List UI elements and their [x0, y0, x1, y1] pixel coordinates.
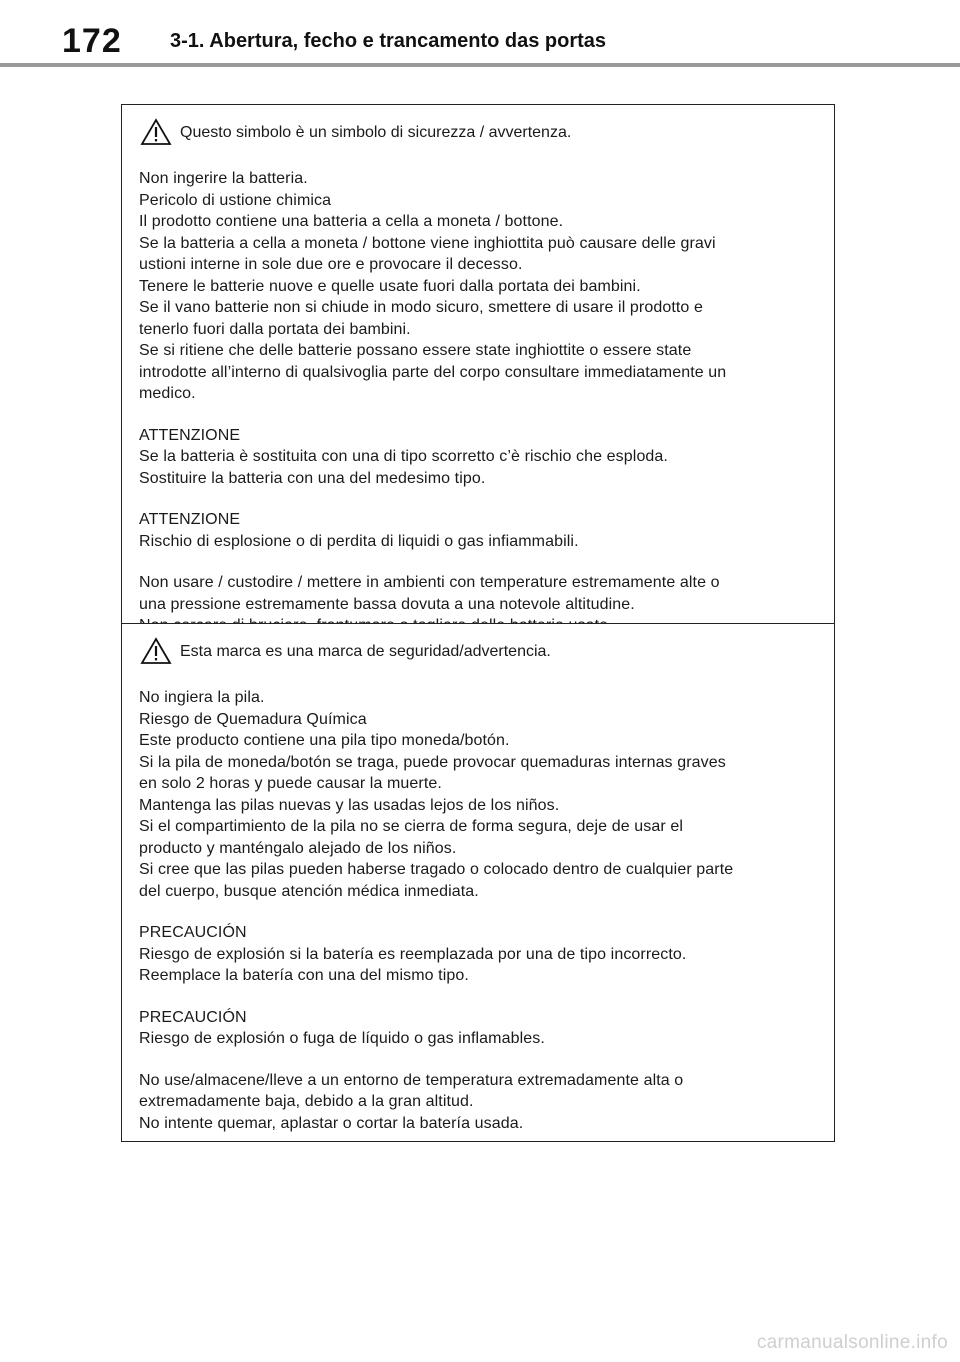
symbol-row [139, 634, 824, 666]
warning-paragraph [139, 687, 824, 902]
warning-box-italian [121, 104, 835, 625]
warning-paragraph [139, 509, 824, 552]
text-line: No intente quemar, aplastar o cortar la batería usada. [139, 1114, 524, 1132]
warning-triangle-icon [140, 118, 172, 146]
text-line: Tenere le batterie nuove e quelle usate fuori dalla portata dei bambini. [139, 277, 641, 295]
symbol-description: Questo simbolo è un simbolo di sicurezza / avvertenza. [180, 124, 572, 141]
text-line: Il prodotto contiene una batteria a cella a moneta / bottone. [139, 213, 564, 230]
text-line: No use/almacene/lleve a un entorno de temperatura extremadamente alta o [139, 1071, 684, 1089]
text-line: No ingiera la pila. [139, 689, 265, 706]
text-line: Pericolo di ustione chimica [139, 191, 332, 209]
text-line: Si cree que las pilas pueden haberse tragado o colocado dentro de cualquier parte [139, 861, 734, 878]
text-line: Rischio di esplosione o di perdita di liquidi o gas infiammabili. [139, 532, 579, 550]
text-line: tenerlo fuori dalla portata dei bambini. [139, 320, 411, 338]
text-line: medico. [139, 385, 196, 402]
text-line: PRECAUCIÓN [139, 1008, 247, 1026]
symbol-row [139, 115, 824, 147]
footer-watermark: carmanualsonline.info [756, 1332, 948, 1353]
text-line: ATTENZIONE [139, 511, 241, 528]
text-line: Si el compartimiento de la pila no se cierra de forma segura, deje de usar el [139, 818, 683, 835]
warning-box-spanish [121, 623, 835, 1142]
paragraph-list [139, 687, 824, 1134]
text-line: Reemplace la batería con una del mismo tipo. [139, 967, 469, 984]
warning-box-content [139, 634, 824, 1134]
warning-paragraph [139, 168, 824, 405]
text-line: ATTENZIONE [139, 426, 241, 444]
text-line: PRECAUCIÓN [139, 924, 247, 941]
text-line: Se la batteria è sostituita con una di tipo scorretto c’è rischio che esploda. [139, 448, 668, 465]
text-line: en solo 2 horas y puede causar la muerte. [139, 775, 442, 792]
header-rule [0, 63, 960, 67]
warning-triangle-icon [140, 637, 172, 665]
warning-paragraph [139, 922, 824, 987]
text-line: Riesgo de explosión si la batería es reemplazada por una de tipo incorrecto. [139, 945, 687, 963]
text-line: producto y manténgalo alejado de los niños. [139, 839, 457, 857]
page-header [0, 0, 960, 66]
text-line: extremadamente baja, debido a la gran altitud. [139, 1093, 474, 1110]
warning-box-content [139, 115, 824, 637]
symbol-description: Esta marca es una marca de seguridad/advertencia. [180, 643, 551, 660]
section-title: 3-1. Abertura, fecho e trancamento das portas [170, 30, 607, 52]
text-line: Non ingerire la batteria. [139, 170, 308, 187]
page-number: 172 [62, 22, 122, 60]
text-line: Non usare / custodire / mettere in ambienti con temperature estremamente alte o [139, 574, 720, 591]
warning-paragraph [139, 1070, 824, 1135]
text-line: ustioni interne in sole due ore e provocare il decesso. [139, 256, 523, 273]
text-line: Se il vano batterie non si chiude in modo sicuro, smettere di usare il prodotto e [139, 299, 703, 316]
warning-paragraph [139, 1007, 824, 1050]
text-line: Mantenga las pilas nuevas y las usadas lejos de los niños. [139, 796, 560, 814]
text-line: Riesgo de explosión o fuga de líquido o gas inflamables. [139, 1030, 545, 1047]
text-line: Se si ritiene che delle batterie possano essere state inghiottite o essere state [139, 342, 692, 359]
text-line: Sostituire la batteria con una del medesimo tipo. [139, 469, 486, 487]
text-line: Si la pila de moneda/botón se traga, puede provocar quemaduras internas graves [139, 753, 726, 771]
warning-paragraph [139, 425, 824, 490]
text-line: Este producto contiene una pila tipo moneda/botón. [139, 732, 510, 749]
text-line: Riesgo de Quemadura Química [139, 710, 367, 728]
paragraph-list [139, 168, 824, 637]
text-line: Se la batteria a cella a moneta / bottone viene inghiottita può causare delle gravi [139, 234, 716, 252]
text-line: introdotte all’interno di qualsivoglia parte del corpo consultare immediatamente un [139, 363, 727, 381]
text-line: una pressione estremamente bassa dovuta a una notevole altitudine. [139, 595, 635, 613]
text-line: del cuerpo, busque atención médica inmediata. [139, 882, 479, 900]
